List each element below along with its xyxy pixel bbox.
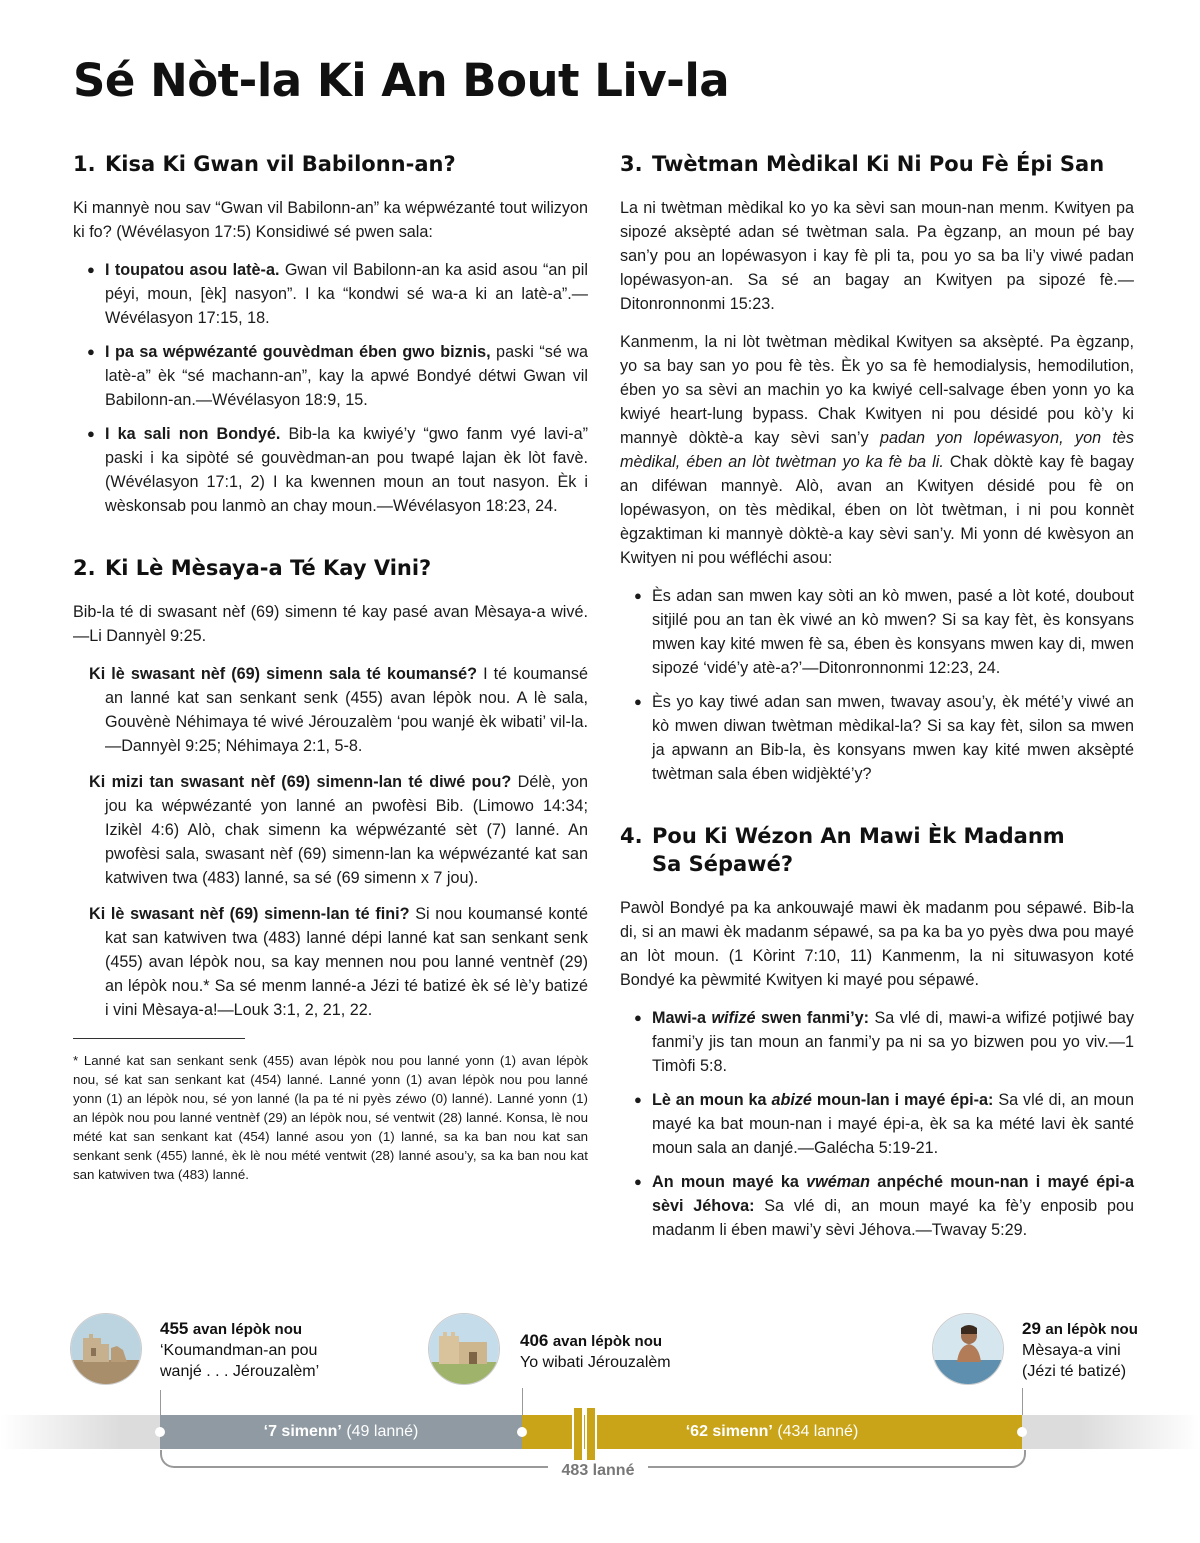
- qa-item: [73, 770, 588, 890]
- bullet-lead: moun-lan i mayé épi-a:: [811, 1091, 994, 1109]
- event-year: 455: [160, 1319, 189, 1338]
- bullet-text: Sa vlé di, an moun mayé ka bat moun-nan i mayé épi-a, èk sa ka mété lavi èk santé moun sala an danjé.—Galécha 5:19-21.: [652, 1091, 1135, 1157]
- ruined-city-illustration: [70, 1313, 142, 1385]
- footnote: * Lanné kat san senkant senk (455) avan lépòk nou pou lanné yonn (1) avan lépòk nou, sé kat san senkant kat (454) lanné. Lanné yonn (1) avan lépòk nou pou lanné yonn (1) an lépòk nou, sé yon lanné (la pa té ni pyès zéwo (0) lanné). Lanné yonn (1) an lépòk nou pou lanné ventnèf (29) an lépòk nou, sé ventwit (28) lanné. Konsa, lè nou mété kat san senkant kat (454) lanné asou yon (1) lanné, sa ka ban nou kat san senkant senk (455) lanné, èk lè nou mété ventwit (28) lanné asou’y, sa ka ban nou kat san katwiven twa (483) lanné.: [73, 1053, 588, 1182]
- paragraph-text: Kanmenm, la ni lòt twètman mèdikal Kwityen sa aksèpté. Pa ègzanp, yo sa bay san yo pou fè tès. Èk yo sa fè hemodialysis, hemodilution, ében yo sa sèvi an machin yo ka kwiyé cell-salvage ében yonn yo ka kwiyé heart-lung bypass. Chak Kwityen ni pou désidé pou kò’y ki mannyè dòktè-a kay sèvi san’y: [620, 333, 1134, 447]
- section-number: 2.: [73, 556, 96, 580]
- jesus-baptism-illustration: [932, 1313, 1004, 1385]
- bullet-lead: An moun mayé ka: [652, 1173, 807, 1191]
- segment-62-weeks: [522, 1415, 1022, 1449]
- bullet-lead: I pa sa wépwézanté gouvèdman ében gwo biznis,: [105, 343, 491, 361]
- segment-years: (434 lanné): [772, 1423, 859, 1440]
- segment-years: (49 lanné): [341, 1423, 419, 1440]
- event-description: ‘Koumandman-an pou: [160, 1342, 318, 1359]
- bullet-lead: Mawi-a: [652, 1009, 712, 1027]
- timeline-point: [1017, 1427, 1027, 1437]
- timeline-point: [155, 1427, 165, 1437]
- bullet-text: Sa vlé di, an moun mayé ka fè’y enposib pou madanm li ében mawi’y sèvi Jéhova.—Twavay 5:29.: [652, 1197, 1134, 1239]
- bullet-lead: Lè an moun ka: [652, 1091, 772, 1109]
- bullet-lead: anpéché moun-nan i mayé épi-a sèvi Jéhova:: [652, 1173, 1134, 1215]
- segment-7-weeks: [160, 1415, 522, 1449]
- segment-label: ‘7 simenn’: [263, 1423, 342, 1440]
- section-title: Kisa Ki Gwan vil Babilonn-an?: [105, 152, 456, 176]
- right-column: [620, 150, 1134, 1256]
- title-line: Pou Ki Wézon An Mawi Èk Madanm: [652, 824, 1065, 848]
- footnote-divider: [73, 1038, 245, 1039]
- section-2-intro: Bib-la té di swasant nèf (69) simenn té kay pasé avan Mèsaya-a wivé.—Li Dannyèl 9:25.: [73, 603, 588, 645]
- section-number: 3.: [620, 152, 643, 176]
- section-3-paragraph-1: La ni twètman mèdikal ko yo ka sèvi san moun-nan menm. Kwityen pa sipozé aksèpté adan sé twètman sala. Pa ègzanp, an moun pé bay san’y pou an lopéwasyon i kay fè pli ta, pou yo sa ba li’y viwé padan lopéwasyon-an. Sa sé an bagay an Kwityen pa sipozé fè.—Ditonronnonmi 15:23.: [620, 199, 1134, 313]
- event-era: an lépòk nou: [1045, 1321, 1138, 1338]
- event-406: [520, 1330, 671, 1373]
- list-item: [73, 258, 588, 330]
- paragraph-text: Chak dòktè kay fè bagay an diféwan mannyè. Alò, avan an Kwityen désidé pou fè on lopéwasyon, on tès mèdikal, ében on lòt twètman, i ni pou konnèt ègzaktiman ki mannyè dòktè-a kay sèvi san’y. Mi yonn dé kwèsyon an Kwityen ni pou wéfléchi asou:: [620, 453, 1135, 567]
- event-marker-line: [522, 1388, 523, 1415]
- question: Ki mizi tan swasant nèf (69) simenn-lan té diwé pou?: [89, 773, 512, 791]
- list-item: [73, 340, 588, 412]
- qa-item: [73, 662, 588, 758]
- section-1-list: [73, 258, 588, 518]
- event-marker-line: [1022, 1388, 1023, 1415]
- list-item: [620, 1170, 1134, 1242]
- event-marker-line: [160, 1390, 161, 1415]
- section-1-intro: Ki mannyè nou sav “Gwan vil Babilonn-an” ka wépwézanté tout wilizyon ki fo? (Wévélasyon 17:5) Konsidiwé sé pwen sala:: [73, 199, 588, 241]
- timeline-point: [517, 1427, 527, 1437]
- list-item: [620, 1006, 1134, 1078]
- section-1-heading: [73, 150, 588, 178]
- bullet-lead-emphasis: wifizé: [711, 1009, 756, 1027]
- bullet-text: Gwan vil Babilonn-an ka asid asou “an pil péyi, moun, [èk] nasyon”. I ka “kondwi sé wa-a ki an latè-a”.—Wévélasyon 17:15, 18.: [105, 261, 589, 327]
- event-description: (Jézi té batizé): [1022, 1363, 1127, 1380]
- bullet-lead: I ka sali non Bondyé.: [105, 425, 281, 443]
- event-description: Mèsaya-a vini: [1022, 1342, 1121, 1359]
- left-column: [73, 150, 588, 1184]
- bullet-text: Bib-la ka kwiyé’y “gwo fanm vyé lavi-a” paski i ka sipòté sé gouvèdman-an pou twapé lajan èk lòt favè. (Wévélasyon 17:1, 2) I ka kwennen moun an tout nasyon. Èk i wèskonsab pou lanmò an chay moun.—Wévélasyon 18:23, 24.: [105, 425, 589, 515]
- event-29: [1022, 1318, 1138, 1382]
- event-description: wanjé . . . Jérouzalèm’: [160, 1363, 320, 1380]
- bullet-text: paski “sé wa latè-a” èk “sé machann-an”, kay la apwé Bondyé détwi Gwan vil Babilonn-an.—Wévélasyon 18:9, 15.: [105, 343, 588, 409]
- bullet-lead-emphasis: abizé: [771, 1091, 812, 1109]
- bullet-text: Sa vlé di, mawi-a wifizé potjiwé bay fanmi’y jis tan moun an fanmi’y pa ni sa yo bizwen pou yo viv.—1 Timòfi 5:8.: [652, 1009, 1134, 1075]
- page-title: Sé Nòt-la Ki An Bout Liv-la: [73, 54, 730, 107]
- rebuilt-city-wall-illustration: [428, 1313, 500, 1385]
- answer: I té koumansé an lanné kat san senkant senk (455) avan lépòk nou. A lè sala, Gouvènè Néhimaya té wivé Jérouzalèm ‘pou wanjé èk wibati’ vil-la.—Dannyèl 9:25; Néhimaya 2:1, 5-8.: [105, 665, 588, 755]
- section-4-intro: Pawòl Bondyé pa ka ankouwajé mawi èk madanm pou sépawé. Bib-la di, si an mawi èk madanm sépawé, sa pa ka ba yo pyès dwa pou mayé an lòt moun. (1 Kòrint 7:10, 11) Kanmenm, la ni situwasyon koté Bondyé ka pèwmité Kwityen ki mayé pou sépawé.: [620, 899, 1134, 989]
- bullet-lead: swen fanmi’y:: [755, 1009, 869, 1027]
- total-span-label: 483 lanné: [548, 1462, 648, 1480]
- event-era: avan lépòk nou: [552, 1333, 663, 1350]
- list-item: [73, 422, 588, 518]
- section-4-list: [620, 1006, 1134, 1242]
- event-era: avan lépòk nou: [192, 1321, 303, 1338]
- section-2-heading: [73, 554, 588, 582]
- section-3-heading: [620, 150, 1134, 178]
- section-title: Twètman Mèdikal Ki Ni Pou Fè Épi San: [652, 152, 1105, 176]
- qa-item: [73, 902, 588, 1022]
- list-item: ● Ès yo kay tiwé adan san mwen, twavay asou’y, èk mété’y viwé an kò mwen diwan twètman mèdikal-la? Si sa kay fèt, silon sa mwen ja apwann an Bib-la, ès konsyans mwen kay kité mwen aksèpté twètman sala ében widjèkté’y?: [620, 690, 1134, 786]
- list-item: ● Ès adan san mwen kay sòti an kò mwen, pasé a lòt koté, doubout sitjilé pou an tan èk viwé an kò mwen? Si sa kay fèt, ès konsyans mwen kay kité mwen fè sa, ében ès konsyans mwen kay di, mwen sipozé ‘vidé’y atè-a?’—Ditonronnonmi 12:23, 24.: [620, 584, 1134, 680]
- section-3-list: [620, 584, 1134, 786]
- section-4-heading: [620, 822, 1134, 878]
- section-number: 4.: [620, 824, 643, 848]
- event-year: 406: [520, 1331, 549, 1350]
- bullet-lead: I toupatou asou latè-a.: [105, 261, 280, 279]
- answer: Si nou koumansé konté kat san katwiven twa (483) lanné dépi lanné kat san senkant senk (455) avan lépòk nou, sa kay mennen nou pou lanné ventnèf (29) an lépòk nou.* Sa sé menm lanné-a Jézi té batizé èk sé lè’y batizé i vini Mèsaya-a!—Louk 3:1, 2, 21, 22.: [105, 905, 588, 1019]
- paragraph-emphasis: padan yon lopéwasyon, yon tès mèdikal, ében an lòt twètman yo ka fè ba li.: [620, 429, 1134, 471]
- event-year: 29: [1022, 1319, 1041, 1338]
- answer: Délè, yon jou ka wépwézanté yon lanné an pwofèsi Bib. (Limowo 14:34; Izikèl 4:6) Alò, chak simenn ka wépwézanté sèt (7) lanné. An pwofèsi sala, swasant nèf (69) simenn-lan ka wépwézanté kat san katwiven twa (483) lanné, sa sé (69 simenn x 7 jou).: [105, 773, 588, 887]
- section-title: Ki Lè Mèsaya-a Té Kay Vini?: [105, 556, 432, 580]
- question: Ki lè swasant nèf (69) simenn sala té koumansé?: [89, 665, 477, 683]
- section-number: 1.: [73, 152, 96, 176]
- section-3-paragraph-2: [620, 330, 1134, 570]
- list-item: [620, 1088, 1134, 1160]
- question: Ki lè swasant nèf (69) simenn-lan té fini?: [89, 905, 410, 923]
- bullet-lead-emphasis: vwéman: [806, 1173, 871, 1191]
- segment-label: ‘62 simenn’: [685, 1423, 773, 1440]
- event-455: [160, 1318, 319, 1382]
- title-line: Sa Sépawé?: [652, 852, 794, 876]
- section-title: [652, 822, 1065, 878]
- event-description: Yo wibati Jérouzalèm: [520, 1354, 671, 1371]
